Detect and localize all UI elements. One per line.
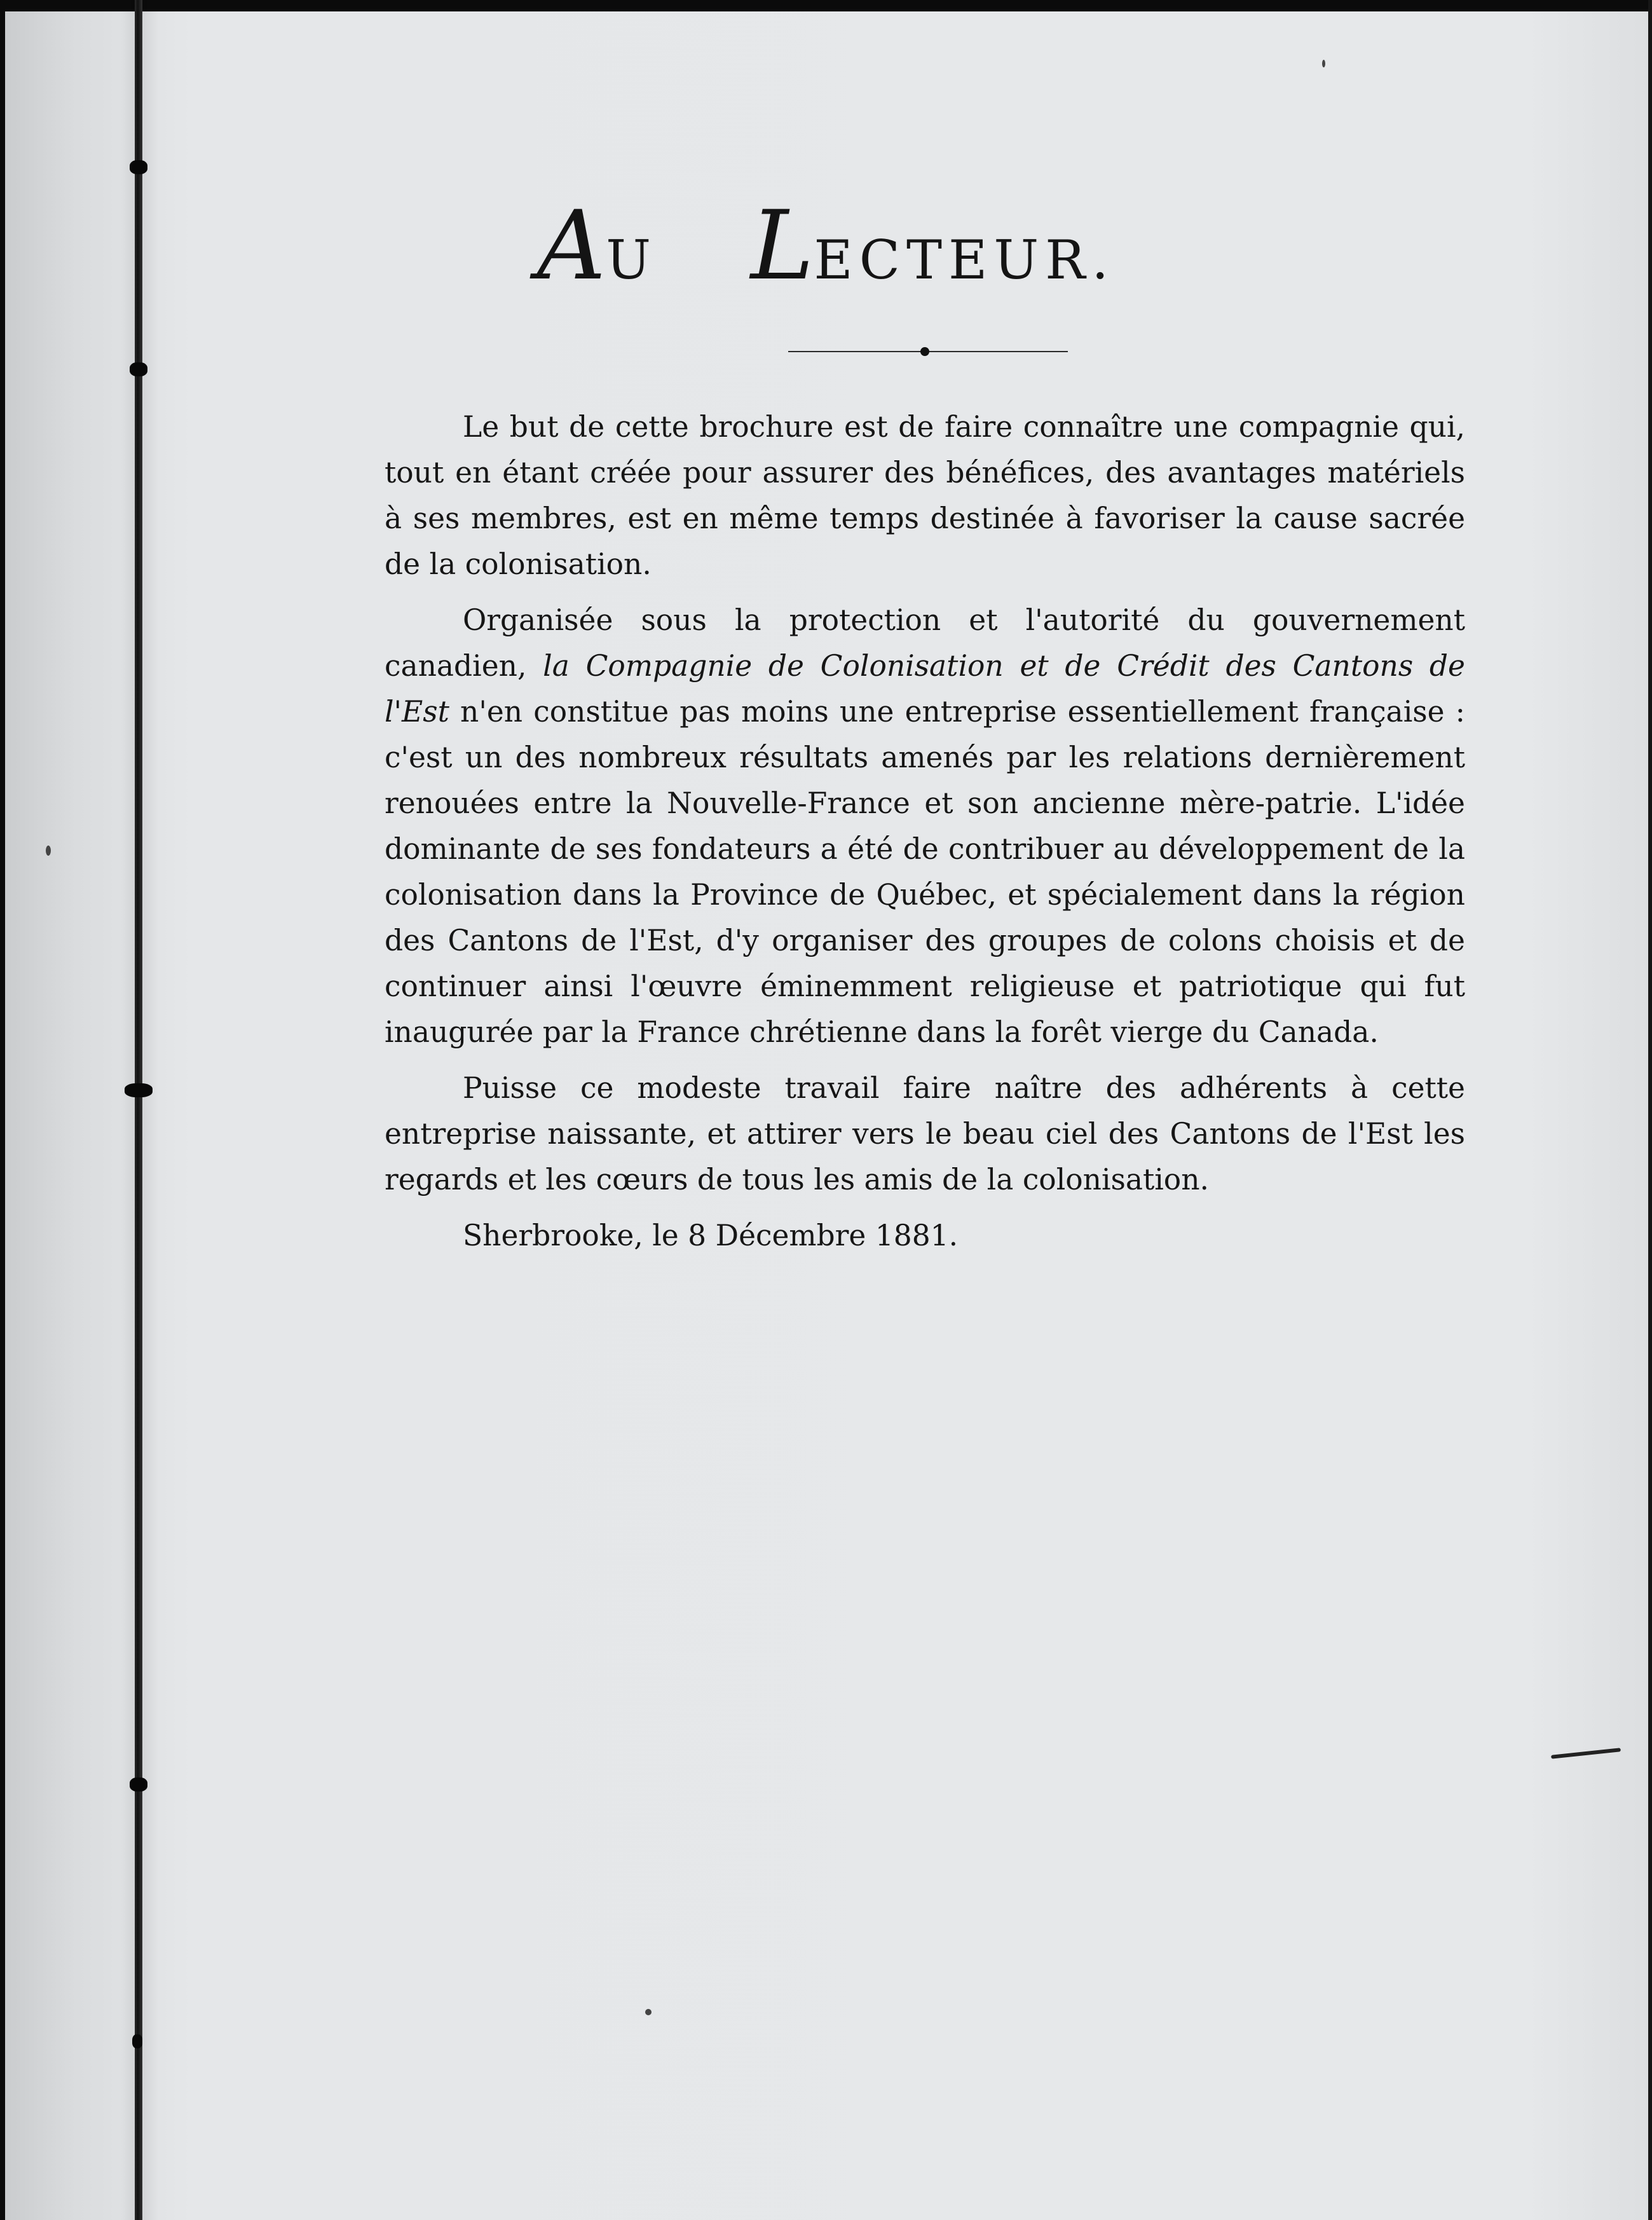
paper-speck <box>645 2009 652 2015</box>
company-name: la Compagnie de Colonisation et de Crédit des Cantons de l'Est <box>385 649 1465 729</box>
paragraph-2-end: n'en constitue pas moins une entreprise essentiellement française : c'est un des nombreux résultats amenés par les relations dernièrement renouées entre la Nouvelle-France et son ancienne mère-patrie. L'idée dominante de ses fondateurs a été de contribuer au développement de la colonisation dans la Province de Québec, et spécialement dans la région des Cantons de l'Est, d'y organiser des groupes de colons choisis et de continuer ainsi l'œuvre éminemment religieuse et patriotique qui fut inaugurée par la France chrétienne dans la forêt vierge du Canada. <box>385 695 1465 1049</box>
title-initial-l: L <box>750 191 814 301</box>
paper-speck <box>1322 60 1325 67</box>
title-rest-ecteur: ECTEUR. <box>814 229 1116 291</box>
paragraph-3: Puisse ce modeste travail faire naître des adhérents à cette entreprise naissante, et attirer vers le beau ciel des Cantons de l'Est les regards et les cœurs de tous les amis de la colonisation. <box>385 1071 1465 1196</box>
title-initial-a: A <box>536 191 606 301</box>
title-rest-u: U <box>606 229 657 291</box>
scan-top-edge <box>0 0 1652 11</box>
title-rule-dot <box>920 347 929 356</box>
binding-line <box>135 0 142 2220</box>
paragraph-1: Le but de cette brochure est de faire connaître une compagnie qui, tout en étant créée pour assurer des bénéfices, des avantages matériels à ses membres, est en même temps destinée à favoriser la cause sacrée de la colonisation. <box>385 410 1465 581</box>
page-title <box>0 191 1652 301</box>
place-date-line: Sherbrooke, le 8 Décembre 1881. <box>463 1219 959 1252</box>
binding-stitch <box>130 362 147 376</box>
paragraph-2 <box>385 598 1465 1055</box>
binding-stitch <box>130 160 147 174</box>
paper-speck <box>46 846 51 856</box>
binding-stitch <box>130 1778 147 1792</box>
scan-left-edge <box>0 0 5 2220</box>
paper-scratch <box>1551 1748 1621 1758</box>
binding-stitch <box>125 1083 153 1097</box>
scan-right-edge <box>1648 0 1652 2220</box>
paragraph-2-start: Organisée sous la protection et l'autorité du gouvernement canadien, <box>385 603 1465 683</box>
binding-stitch <box>132 2034 142 2048</box>
body-text <box>385 404 1465 1259</box>
